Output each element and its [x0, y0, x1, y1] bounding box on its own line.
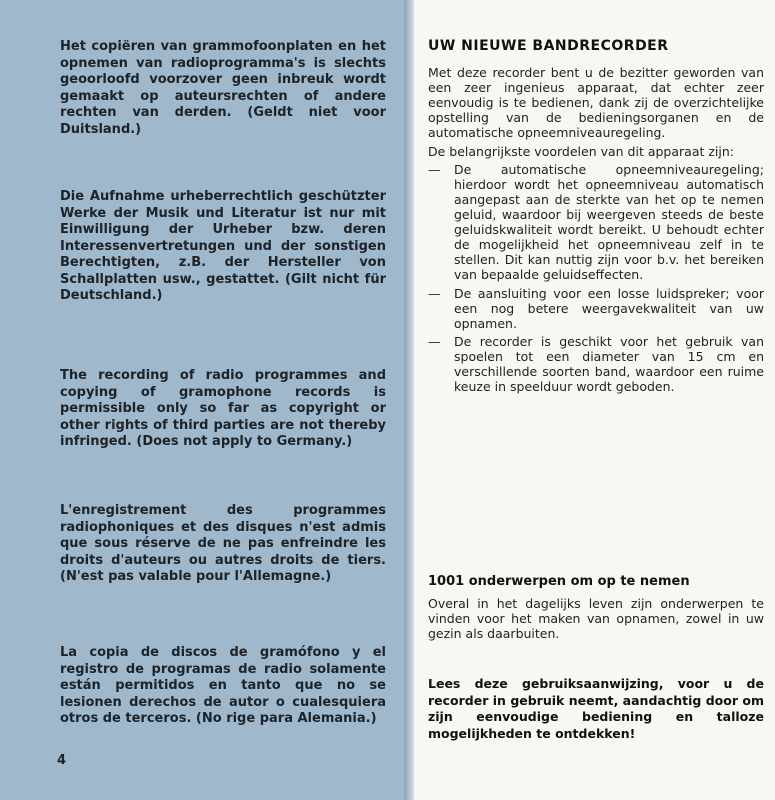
list-item	[428, 335, 764, 395]
subheading-paragraph: Overal in het dagelijks leven zijn onderwerpen te vinden voor het maken van opnamen, zowel in uw gezin als daarbuiten.	[428, 596, 764, 641]
advantages-list	[428, 163, 764, 395]
intro-section	[428, 66, 764, 399]
list-item-text: De automatische opneemniveauregeling; hierdoor wordt het opneemniveau automatisch aangepast aan de sterkte van het op te nemen geluid, waardoor bij weergeven steeds de beste geluidskwaliteit wordt bereikt. U behoudt echter de mogelijkheid het opneemniveau zelf in te stellen. Dit kan nuttig zijn voor b.v. het bereiken van bepaalde geluidseffecten.	[454, 162, 764, 282]
copyright-notice-english: The recording of radio programmes and copying of gramophone records is permissible only so far as copyright or other rights of third parties are not thereby infringed. (Does not apply to Germany.)	[60, 368, 386, 449]
copyright-notice-spanish: La copia de discos de gramófono y el registro de programas de radio solamente están permitidos en tanto que no se lesionen derechos de autor o cualesquiera otros de terceros. (No rige para Alemania.)	[60, 645, 386, 726]
section-heading: UW NIEUWE BANDRECORDER	[428, 38, 669, 54]
list-item	[428, 163, 764, 282]
dash-bullet: —	[428, 285, 441, 301]
list-item-text: De aansluiting voor een losse luidspreker; voor een nog betere weergavekwaliteit van uw opnamen.	[454, 285, 764, 331]
subheading: 1001 onderwerpen om op te nemen	[428, 574, 690, 589]
copyright-notice-french: L'enregistrement des programmes radiophoniques et des disques n'est admis que sous réserve de ne pas enfreindre les droits d'auteurs ou autres droits de tiers. (N'est pas valable pour l'Allemagne.)	[60, 503, 386, 584]
closing-paragraph: Lees deze gebruiksaanwijzing, voor u de recorder in gebruik neemt, aandachtig door om zijn eenvoudige bediening en talloze mogelijkheden te ontdekken!	[428, 676, 764, 741]
dash-bullet: —	[428, 162, 441, 178]
right-page	[414, 0, 775, 800]
list-item-text: De recorder is geschikt voor het gebruik van spoelen tot een diameter van 15 cm en verschillende soorten band, waardoor een ruime keuze in speelduur wordt geboden.	[454, 334, 764, 395]
list-item	[428, 287, 764, 332]
intro-paragraph: Met deze recorder bent u de bezitter geworden van een zeer ingenieus apparaat, dat echter zeer eenvoudig is te bedienen, dank zij de overzichtelijke opstelling van de bedieningsorganen en de automatische opneemniveauregeling.	[428, 65, 764, 140]
dash-bullet: —	[428, 334, 441, 350]
page-number: 4	[57, 753, 67, 768]
advantages-intro: De belangrijkste voordelen van dit apparaat zijn:	[428, 143, 734, 159]
copyright-notice-dutch: Het copiëren van grammofoonplaten en het opnemen van radioprogramma's is slechts geoorloofd voorzover geen inbreuk wordt gemaakt op auteursrechten of andere rechten van derden. (Geldt niet voor Duitsland.)	[60, 39, 386, 137]
page-gutter	[404, 0, 414, 800]
copyright-notice-german: Die Aufnahme urheberrechtlich geschützter Werke der Musik und Literatur ist nur mit Einwilligung der Urheber bzw. deren Interessenvertretungen und der sonstigen Berechtigten, z.B. der Hersteller von Schallplatten usw., gestattet. (Gilt nicht für Deutschland.)	[60, 189, 386, 303]
